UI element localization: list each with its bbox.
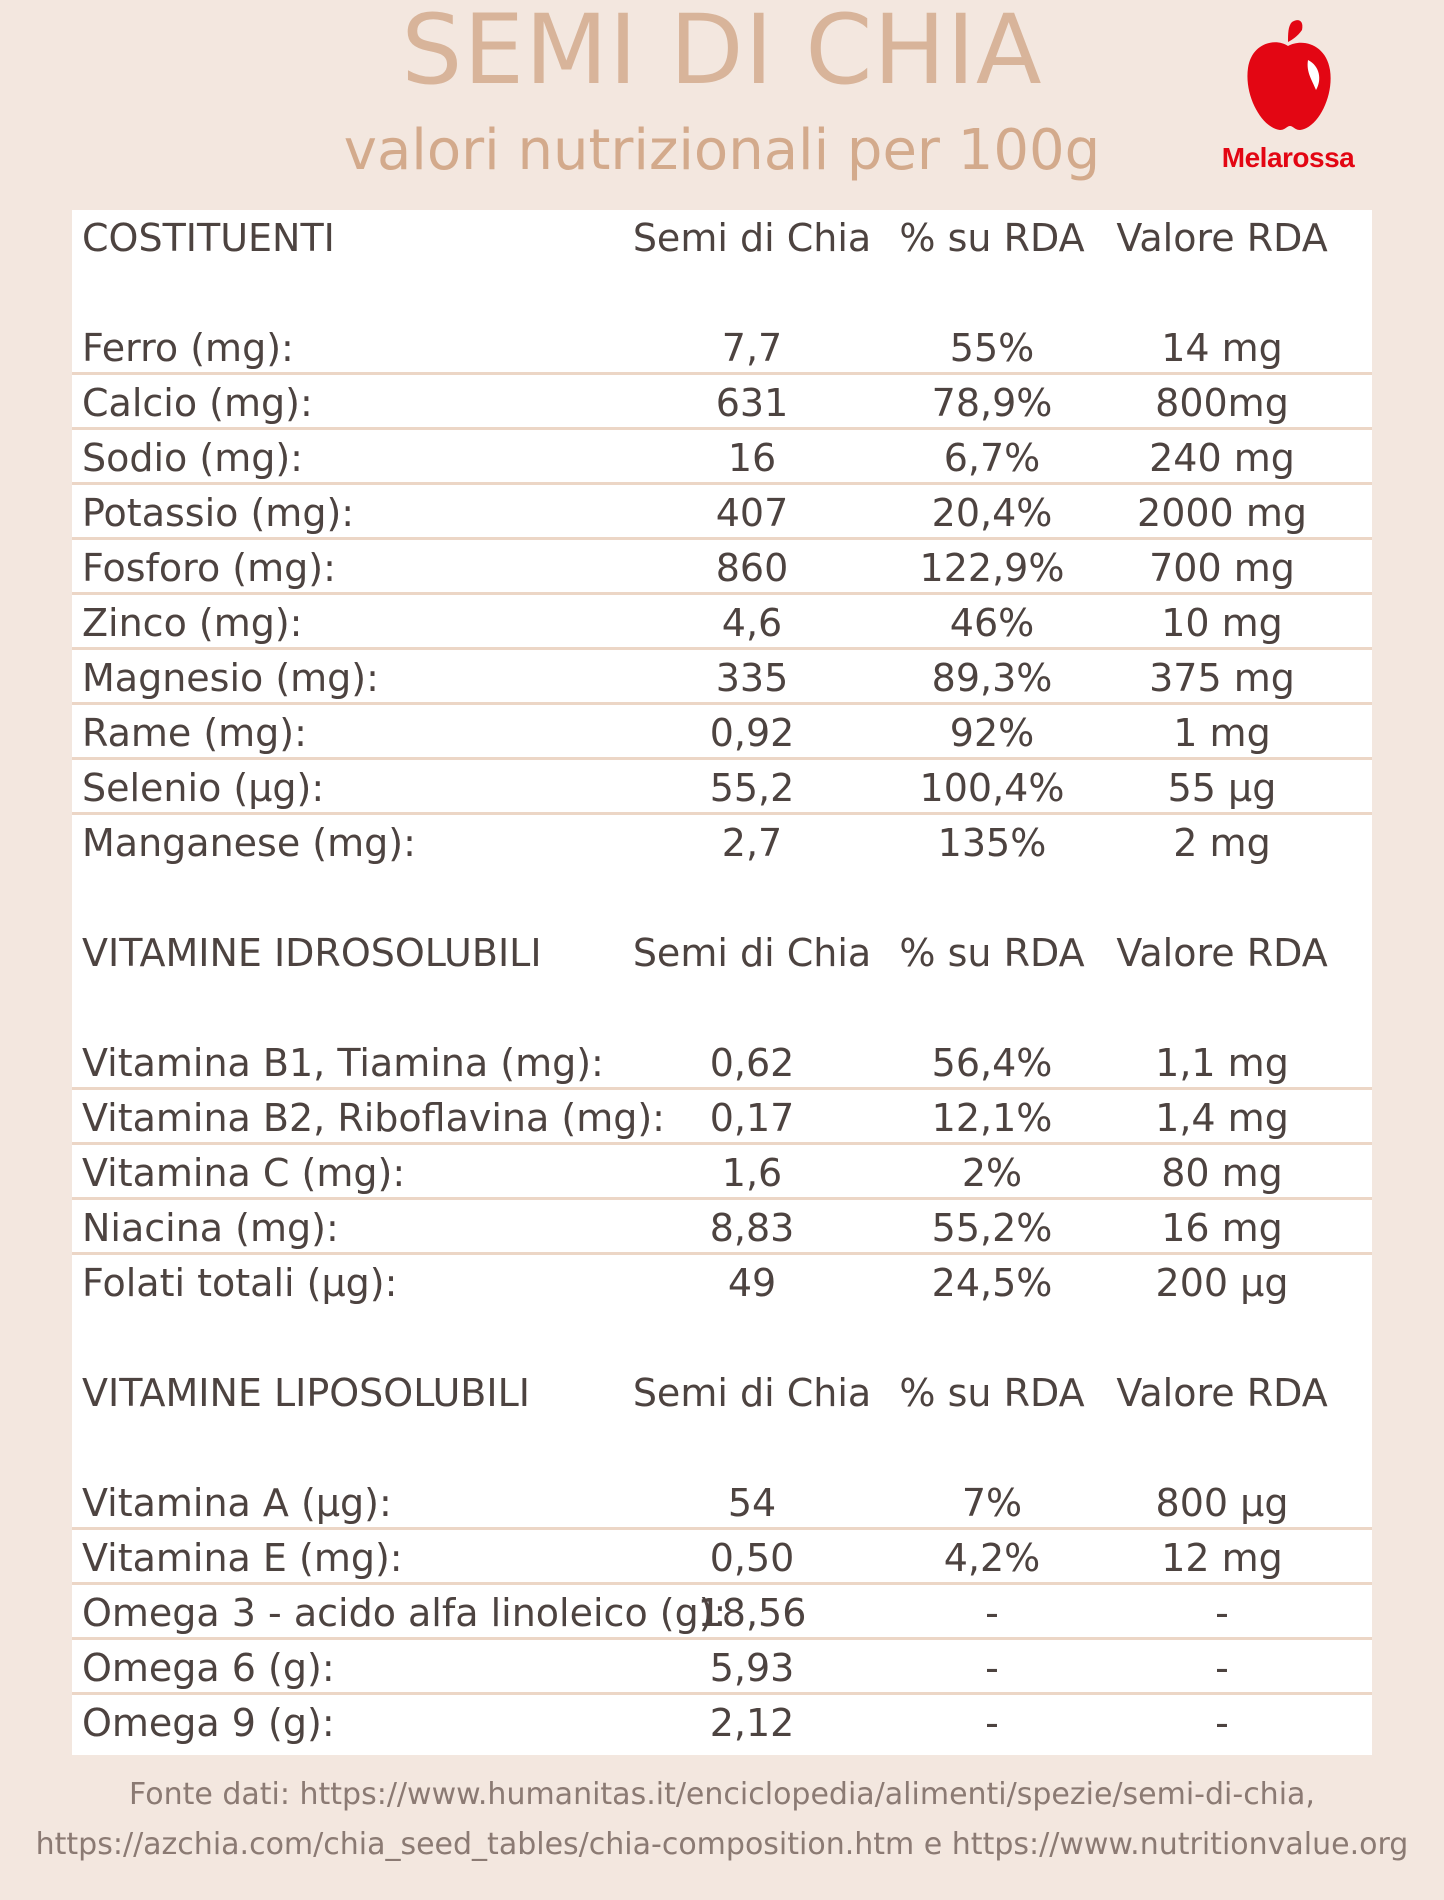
column-header-pct: % su RDA xyxy=(899,1371,1085,1415)
section-vitamine-liposolubili xyxy=(72,1365,1372,1747)
table-row xyxy=(72,485,1372,540)
row-name: Vitamina A (µg): xyxy=(82,1481,392,1525)
row-name: Calcio (mg): xyxy=(82,381,313,425)
row-name: Selenio (µg): xyxy=(82,766,325,810)
table-row xyxy=(72,1475,1372,1530)
nutrition-table xyxy=(72,210,1372,1755)
table-row xyxy=(72,1145,1372,1200)
row-value: 55,2 xyxy=(709,766,795,810)
row-rda: 800mg xyxy=(1155,381,1289,425)
brand-logo xyxy=(1208,16,1368,186)
table-row xyxy=(72,1530,1372,1585)
table-row xyxy=(72,1035,1372,1090)
section-spacer xyxy=(72,867,1372,925)
row-pct: 46% xyxy=(949,601,1035,645)
row-pct: 55,2% xyxy=(931,1206,1053,1250)
row-value: 860 xyxy=(715,546,789,590)
table-row xyxy=(72,705,1372,760)
row-value: 2,7 xyxy=(721,821,783,865)
row-pct: 92% xyxy=(949,711,1035,755)
table-row xyxy=(72,650,1372,705)
row-pct: 122,9% xyxy=(919,546,1065,590)
table-row xyxy=(72,760,1372,815)
row-name: Potassio (mg): xyxy=(82,491,355,535)
row-value: 4,6 xyxy=(721,601,783,645)
row-rda: 14 mg xyxy=(1161,326,1283,370)
section-costituenti xyxy=(72,210,1372,867)
row-value: 0,50 xyxy=(709,1536,795,1580)
row-value: 7,7 xyxy=(721,326,783,370)
row-name: Magnesio (mg): xyxy=(82,656,379,700)
source-line-2: https://azchia.com/chia_seed_tables/chia-composition.htm e https://www.nutritionvalue.org xyxy=(35,1827,1409,1862)
row-name: Vitamina E (mg): xyxy=(82,1536,403,1580)
section-header xyxy=(72,210,1372,320)
section-header xyxy=(72,925,1372,1035)
row-name: Vitamina C (mg): xyxy=(82,1151,406,1195)
row-pct: 20,4% xyxy=(931,491,1053,535)
row-name: Zinco (mg): xyxy=(82,601,303,645)
apple-icon xyxy=(1238,16,1338,136)
row-rda: 800 µg xyxy=(1155,1481,1289,1525)
source-footer xyxy=(0,1770,1444,1870)
table-row xyxy=(72,1255,1372,1307)
row-pct: 78,9% xyxy=(931,381,1053,425)
row-value: 631 xyxy=(715,381,789,425)
row-pct: 56,4% xyxy=(931,1041,1053,1085)
row-rda: 2000 mg xyxy=(1137,491,1307,535)
section-vitamine-idrosolubili xyxy=(72,925,1372,1307)
row-name: Omega 6 (g): xyxy=(82,1646,335,1690)
table-row xyxy=(72,320,1372,375)
row-value: 8,83 xyxy=(709,1206,795,1250)
row-name: Ferro (mg): xyxy=(82,326,294,370)
table-row xyxy=(72,1640,1372,1695)
row-rda: 2 mg xyxy=(1173,821,1271,865)
row-name: Vitamina B1, Tiamina (mg): xyxy=(82,1041,604,1085)
table-row xyxy=(72,1695,1372,1747)
column-header-rda: Valore RDA xyxy=(1116,931,1328,975)
column-header-rda: Valore RDA xyxy=(1116,216,1328,260)
row-rda: 1,1 mg xyxy=(1155,1041,1289,1085)
row-name: Manganese (mg): xyxy=(82,821,416,865)
section-header xyxy=(72,1365,1372,1475)
table-row xyxy=(72,815,1372,867)
row-pct: 4,2% xyxy=(943,1536,1041,1580)
row-value: 2,12 xyxy=(709,1701,795,1745)
row-pct: - xyxy=(985,1646,999,1690)
table-row xyxy=(72,1200,1372,1255)
row-rda: 12 mg xyxy=(1161,1536,1283,1580)
row-value: 1,6 xyxy=(721,1151,783,1195)
column-header-rda: Valore RDA xyxy=(1116,1371,1328,1415)
row-pct: 24,5% xyxy=(931,1261,1053,1305)
row-pct: 135% xyxy=(937,821,1047,865)
brand-name: Melarossa xyxy=(1221,142,1355,173)
row-value: 0,17 xyxy=(709,1096,795,1140)
row-rda: 10 mg xyxy=(1161,601,1283,645)
row-rda: 375 mg xyxy=(1149,656,1295,700)
row-rda: 16 mg xyxy=(1161,1206,1283,1250)
row-rda: 55 µg xyxy=(1167,766,1277,810)
row-value: 0,92 xyxy=(709,711,795,755)
row-rda: - xyxy=(1215,1591,1229,1635)
row-rda: - xyxy=(1215,1701,1229,1745)
row-name: Omega 9 (g): xyxy=(82,1701,335,1745)
table-row xyxy=(72,540,1372,595)
source-line-1: Fonte dati: https://www.humanitas.it/enciclopedia/alimenti/spezie/semi-di-chia, xyxy=(129,1777,1315,1812)
row-name: Omega 3 - acido alfa linoleico (g): xyxy=(82,1591,727,1635)
row-value: 407 xyxy=(715,491,789,535)
section-heading: VITAMINE LIPOSOLUBILI xyxy=(82,1371,530,1415)
row-rda: 80 mg xyxy=(1161,1151,1283,1195)
row-pct: 2% xyxy=(961,1151,1023,1195)
section-spacer xyxy=(72,1307,1372,1365)
table-row xyxy=(72,1090,1372,1145)
row-name: Niacina (mg): xyxy=(82,1206,339,1250)
row-value: 0,62 xyxy=(709,1041,795,1085)
row-value: 16 xyxy=(727,436,777,480)
table-row xyxy=(72,1585,1372,1640)
row-pct: 12,1% xyxy=(931,1096,1053,1140)
row-name: Rame (mg): xyxy=(82,711,307,755)
row-rda: 700 mg xyxy=(1149,546,1295,590)
row-pct: - xyxy=(985,1591,999,1635)
table-row xyxy=(72,430,1372,485)
row-name: Sodio (mg): xyxy=(82,436,303,480)
row-name: Folati totali (µg): xyxy=(82,1261,398,1305)
row-value: 54 xyxy=(727,1481,777,1525)
column-header-semi: Semi di Chia xyxy=(632,931,872,975)
column-header-pct: % su RDA xyxy=(899,931,1085,975)
section-heading: COSTITUENTI xyxy=(82,216,335,260)
row-pct: 89,3% xyxy=(931,656,1053,700)
row-value: 5,93 xyxy=(709,1646,795,1690)
section-heading: VITAMINE IDROSOLUBILI xyxy=(82,931,542,975)
column-header-semi: Semi di Chia xyxy=(632,216,872,260)
table-row xyxy=(72,595,1372,650)
page-subtitle: valori nutrizionali per 100g xyxy=(343,118,1101,183)
row-rda: 200 µg xyxy=(1155,1261,1289,1305)
row-rda: 1,4 mg xyxy=(1155,1096,1289,1140)
row-rda: 240 mg xyxy=(1149,436,1295,480)
row-pct: 100,4% xyxy=(919,766,1065,810)
table-row xyxy=(72,375,1372,430)
row-rda: 1 mg xyxy=(1173,711,1271,755)
row-value: 335 xyxy=(715,656,789,700)
column-header-semi: Semi di Chia xyxy=(632,1371,872,1415)
row-name: Vitamina B2, Riboflavina (mg): xyxy=(82,1096,665,1140)
page-title: SEMI DI CHIA xyxy=(401,0,1043,106)
row-pct: - xyxy=(985,1701,999,1745)
row-name: Fosforo (mg): xyxy=(82,546,336,590)
row-pct: 55% xyxy=(949,326,1035,370)
row-rda: - xyxy=(1215,1646,1229,1690)
row-value: 18,56 xyxy=(697,1591,807,1635)
column-header-pct: % su RDA xyxy=(899,216,1085,260)
row-value: 49 xyxy=(727,1261,777,1305)
row-pct: 7% xyxy=(961,1481,1023,1525)
row-pct: 6,7% xyxy=(943,436,1041,480)
